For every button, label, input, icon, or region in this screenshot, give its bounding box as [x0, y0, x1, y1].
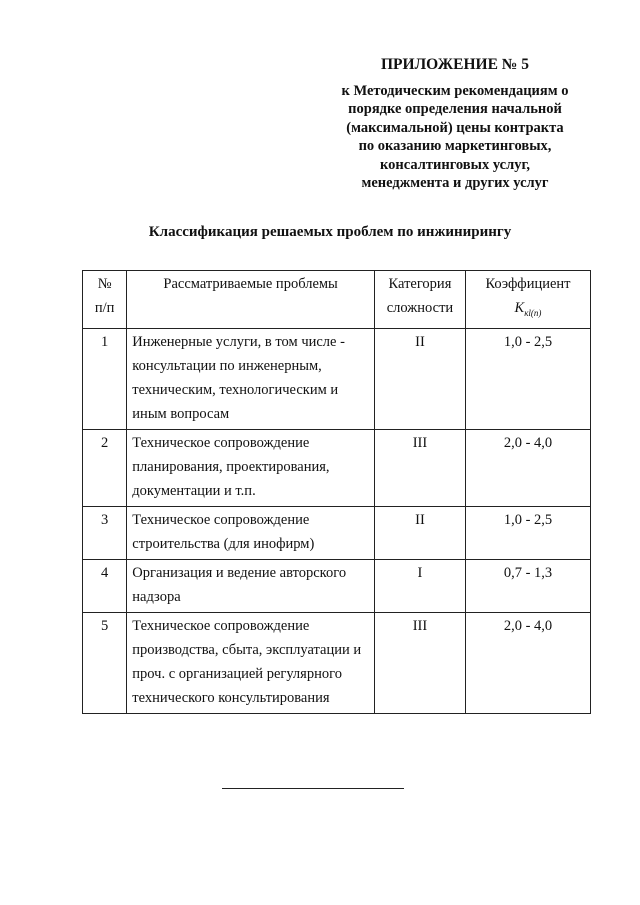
row-coefficient: 0,7 - 1,3: [466, 559, 591, 612]
header-category: [374, 271, 465, 329]
header-problems: Рассматриваемые проблемы: [127, 271, 375, 329]
row-problem: [127, 429, 375, 506]
header-number-line: №: [97, 276, 112, 292]
row-problem: [127, 328, 375, 429]
row-category: II: [374, 328, 465, 429]
row-number: 3: [83, 506, 127, 559]
appendix-line: к Методическим рекомендациям о: [341, 82, 569, 99]
header-number-line: п/п: [94, 300, 115, 316]
row-coefficient: 2,0 - 4,0: [466, 612, 591, 713]
row-problem-line: Техническое сопровождение: [132, 434, 310, 451]
coefficient-symbol: [471, 296, 585, 325]
header-coefficient: [466, 271, 591, 329]
row-category: III: [374, 429, 465, 506]
row-problem-line: Организация и ведение авторского: [132, 564, 347, 581]
row-number: 5: [83, 612, 127, 713]
row-problem-line: проч. с организацией регулярного: [132, 665, 342, 682]
row-problem-line: Инженерные услуги, в том числе -: [132, 333, 345, 350]
row-number: 1: [83, 328, 127, 429]
row-problem-line: надзора: [132, 588, 181, 605]
row-problem: [127, 506, 375, 559]
row-problem-line: Техническое сопровождение: [132, 617, 310, 634]
row-coefficient: 1,0 - 2,5: [466, 328, 591, 429]
row-category: II: [374, 506, 465, 559]
row-category: I: [374, 559, 465, 612]
classification-table: [82, 270, 591, 714]
row-problem-line: техническим, технологическим и: [132, 381, 339, 398]
coefficient-symbol-subscript: кl(п): [524, 307, 542, 318]
row-problem-line: Техническое сопровождение: [132, 511, 310, 528]
row-coefficient: 1,0 - 2,5: [466, 506, 591, 559]
document-title: Классификация решаемых проблем по инжинирингу: [148, 224, 512, 240]
header-category-line: Категория: [388, 276, 452, 292]
row-number: 2: [83, 429, 127, 506]
appendix-line: менеджмента и других услуг: [361, 175, 549, 191]
table-row: [83, 429, 591, 506]
appendix-line: (максимальной) цены контракта: [346, 119, 564, 136]
row-problem-line: технического консультирования: [132, 689, 330, 706]
row-coefficient: 2,0 - 4,0: [466, 429, 591, 506]
table-body: [83, 328, 591, 713]
row-problem-line: строительства (для инофирм): [132, 535, 315, 552]
row-problem: [127, 612, 375, 713]
appendix-line: по оказанию маркетинговых,: [358, 138, 552, 154]
appendix-header: [330, 56, 580, 193]
row-number: 4: [83, 559, 127, 612]
signature-line: [222, 788, 404, 789]
appendix-line: консалтинговых услуг,: [379, 156, 531, 173]
header-category-line: сложности: [386, 300, 454, 316]
row-problem-line: производства, сбыта, эксплуатации и: [132, 641, 362, 658]
header-number: [83, 271, 127, 329]
table-row: [83, 506, 591, 559]
table-row: [83, 559, 591, 612]
appendix-title: ПРИЛОЖЕНИЕ № 5: [381, 56, 529, 73]
row-problem-line: иным вопросам: [132, 405, 230, 422]
row-problem: [127, 559, 375, 612]
header-coefficient-line: Коэффициент: [485, 276, 571, 292]
table-row: [83, 612, 591, 713]
appendix-line: порядке определения начальной: [348, 101, 562, 117]
coefficient-symbol-letter: K: [514, 300, 525, 316]
table-header-row: [83, 271, 591, 329]
row-problem-line: консультации по инженерным,: [132, 357, 322, 374]
row-category: III: [374, 612, 465, 713]
row-problem-line: документации и т.п.: [132, 482, 256, 499]
table-row: [83, 328, 591, 429]
row-problem-line: планирования, проектирования,: [132, 458, 330, 475]
